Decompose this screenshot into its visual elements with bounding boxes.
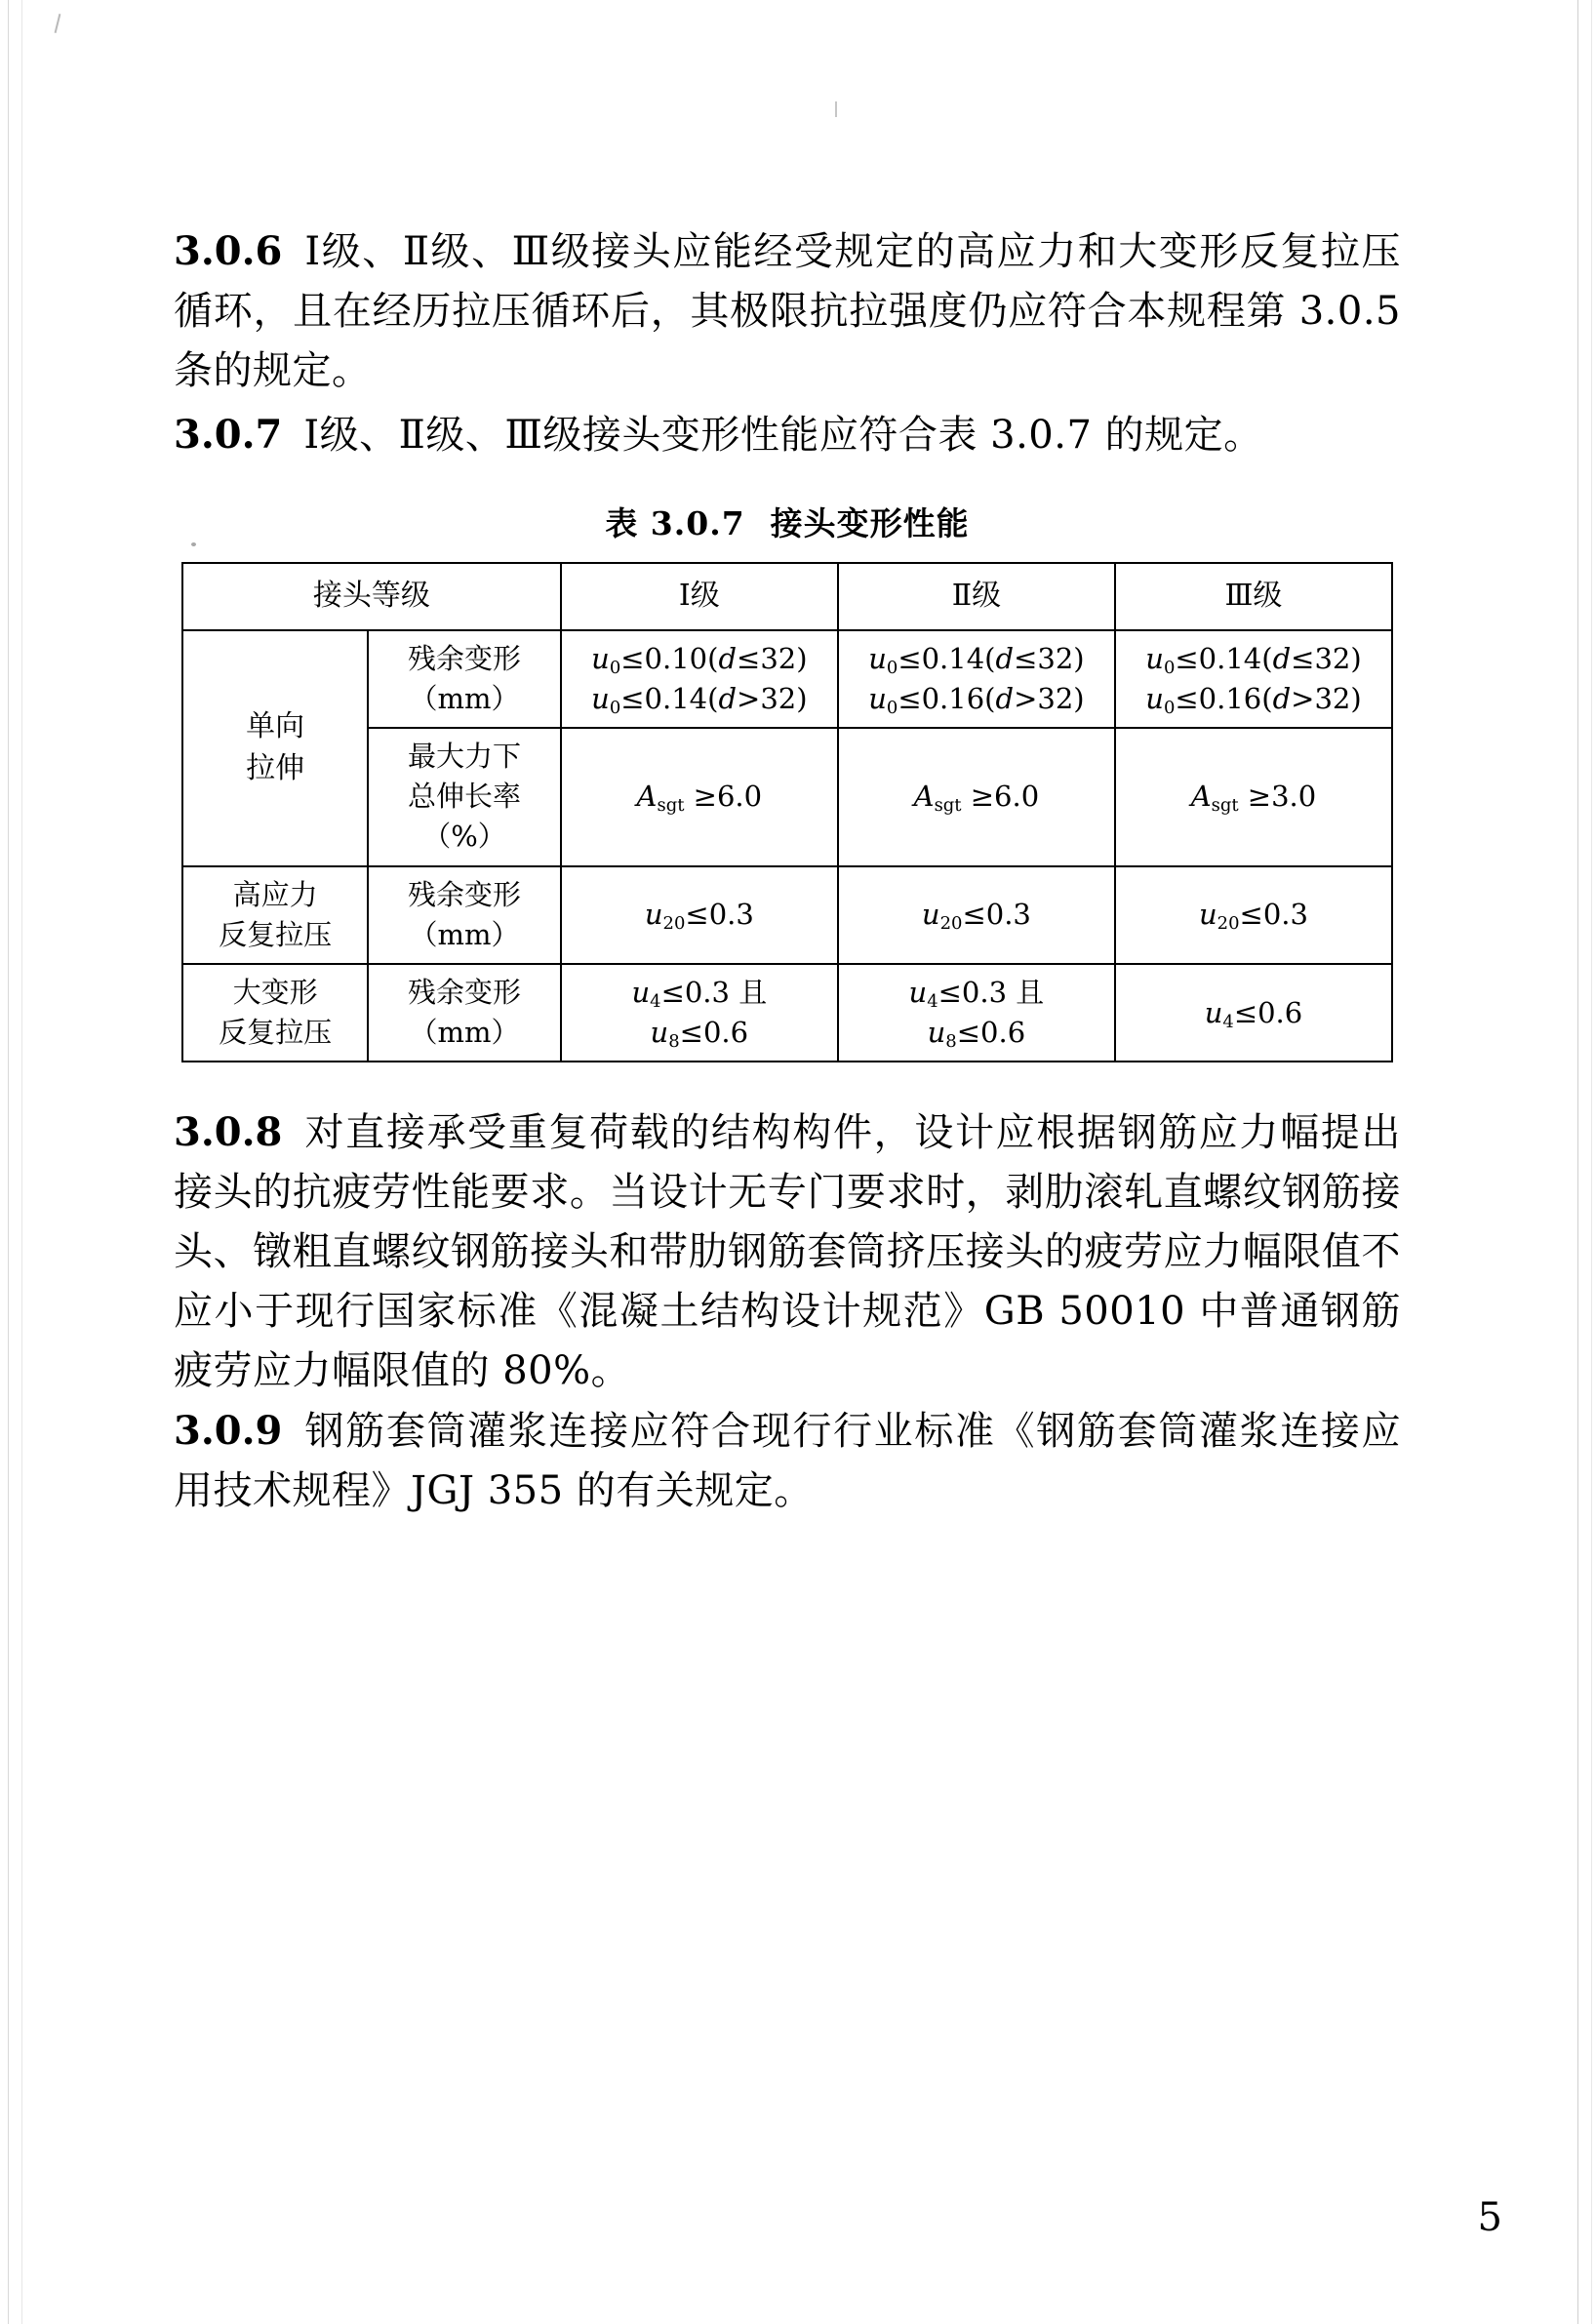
scan-edge [1591, 0, 1592, 2324]
cell-value: $A_{sgt} \ge 3.0$ [1115, 728, 1392, 866]
cell-value: $u_0\le 0.10(d\le 32)$ $u_0\le 0.14(d>32)$ [561, 630, 838, 728]
clause-3-0-7 [174, 406, 1401, 465]
table-row [182, 866, 1392, 964]
clause-text: Ⅰ级、Ⅱ级、Ⅲ级接头应能经受规定的高应力和大变形反复拉压循环，且在经历拉压循环后，其极限抗拉强度仍应符合本规程第 3.0.5 条的规定。 [174, 229, 1401, 393]
clauses-after-table [174, 1103, 1401, 1521]
group-label-large-deformation-cyclic: 大变形 反复拉压 [182, 964, 368, 1062]
header-grade-3: Ⅲ级 [1115, 563, 1392, 630]
scan-artifact [55, 14, 61, 33]
table-header-row [182, 563, 1392, 630]
cell-value: $A_{sgt} \ge 6.0$ [838, 728, 1115, 866]
group-label-uniaxial-tension: 单向 拉伸 [182, 630, 368, 866]
clause-text: 钢筋套筒灌浆连接应符合现行行业标准《钢筋套筒灌浆连接应用技术规程》JGJ 355 的有关规定。 [174, 1409, 1401, 1514]
header-grade-1: Ⅰ级 [561, 563, 838, 630]
cell-value: $u_0\le 0.14(d\le 32)$ $u_0\le 0.16(d>32)$ [1115, 630, 1392, 728]
table-caption-title: 接头变形性能 [770, 504, 970, 543]
cell-value: $u_{20}\le 0.3$ [838, 866, 1115, 964]
item-label-residual-deformation: 残余变形 （mm） [368, 964, 561, 1062]
item-label-residual-deformation: 残余变形 （mm） [368, 866, 561, 964]
clause-text: Ⅰ级、Ⅱ级、Ⅲ级接头变形性能应符合表 3.0.7 的规定。 [303, 413, 1263, 459]
cell-value: $u_4\le 0.3$ 且 $u_8\le 0.6$ [561, 964, 838, 1062]
clause-number: 3.0.9 [174, 1408, 283, 1455]
cell-value: $u_{20}\le 0.3$ [561, 866, 838, 964]
header-grade-label: 接头等级 [182, 563, 561, 630]
clause-number: 3.0.7 [174, 412, 283, 459]
scan-edge [21, 0, 22, 2324]
cell-value: $u_{20}\le 0.3$ [1115, 866, 1392, 964]
group-label-high-stress-cyclic: 高应力 反复拉压 [182, 866, 368, 964]
page-content [174, 222, 1401, 1523]
clause-3-0-8 [174, 1103, 1401, 1400]
table-row [182, 964, 1392, 1062]
item-label-residual-deformation: 残余变形 （mm） [368, 630, 561, 728]
header-grade-2: Ⅱ级 [838, 563, 1115, 630]
clause-3-0-6 [174, 222, 1401, 400]
scan-edge [8, 0, 9, 2324]
table-row [182, 630, 1392, 728]
scan-edge [1577, 0, 1578, 2324]
joint-deformation-table [181, 562, 1393, 1062]
cell-value: $u_0\le 0.14(d\le 32)$ $u_0\le 0.16(d>32)$ [838, 630, 1115, 728]
table-caption [174, 499, 1401, 544]
page-number: 5 [1477, 2195, 1502, 2240]
clause-text: 对直接承受重复荷载的结构构件，设计应根据钢筋应力幅提出接头的抗疲劳性能要求。当设计无专门要求时，剥肋滚轧直螺纹钢筋接头、镦粗直螺纹钢筋接头和带肋钢筋套筒挤压接头的疲劳应力幅限值不应小于现行国家标准《混凝土结构设计规范》GB 50010 中普通钢筋疲劳应力幅限值的 80%。 [174, 1110, 1401, 1393]
item-label-total-elongation: 最大力下 总伸长率 （%） [368, 728, 561, 866]
cell-value: $u_4\le 0.6$ [1115, 964, 1392, 1062]
cell-value: $u_4\le 0.3$ 且 $u_8\le 0.6$ [838, 964, 1115, 1062]
cell-value: $A_{sgt} \ge 6.0$ [561, 728, 838, 866]
clause-number: 3.0.8 [174, 1109, 283, 1156]
scan-artifact [835, 101, 837, 117]
clause-3-0-9 [174, 1402, 1401, 1521]
table-caption-number: 表 3.0.7 [605, 504, 745, 543]
clause-number: 3.0.6 [174, 228, 283, 274]
